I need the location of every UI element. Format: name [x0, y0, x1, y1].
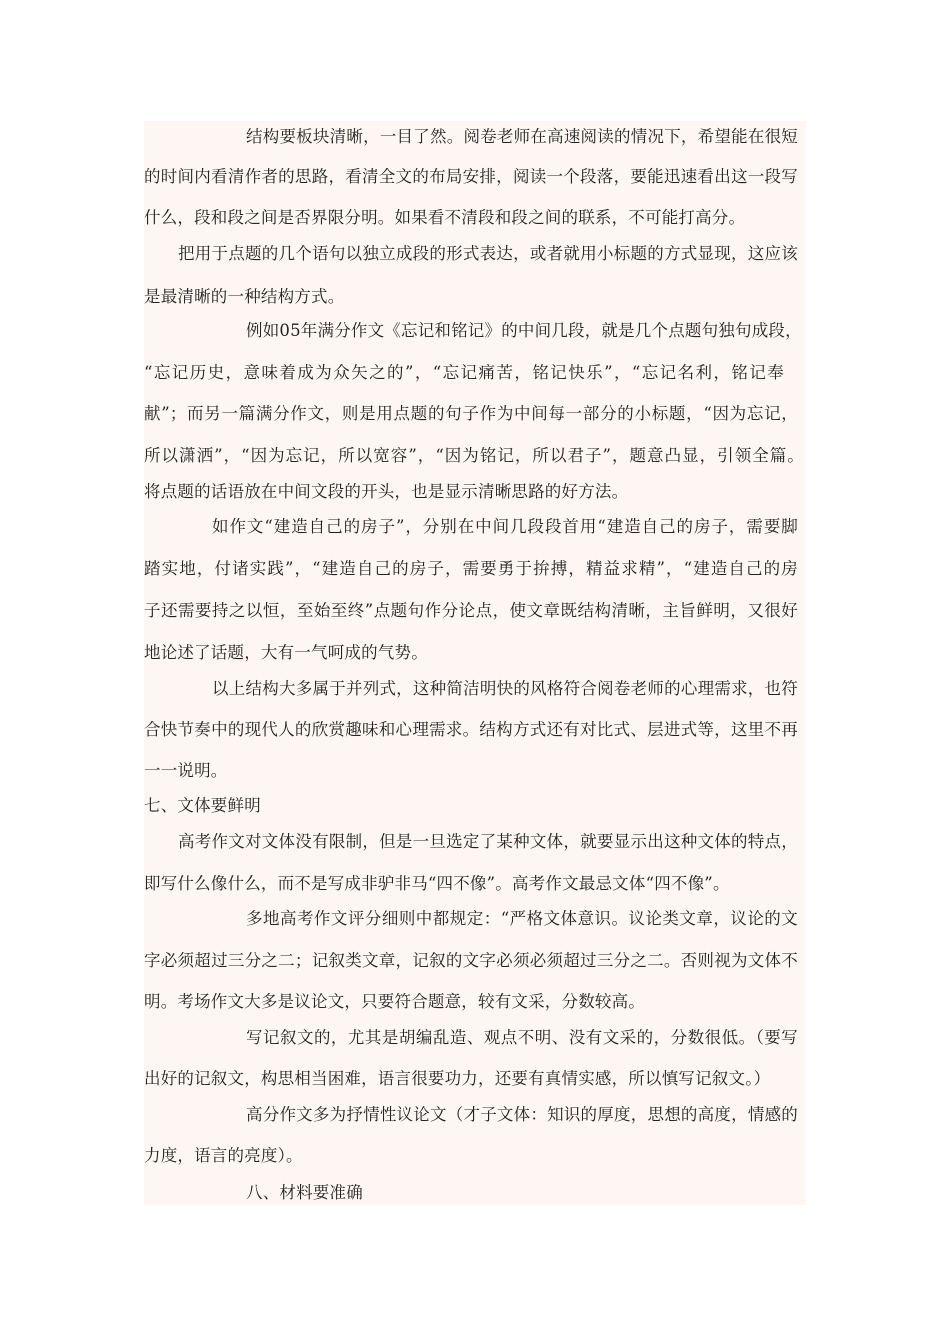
text-line: 字必须超过三分之二；记叙类文章，记叙的文字必须必须超过三分之二。否则视为文体不: [144, 951, 798, 970]
text-line: 即写什么像什么，而不是写成非驴非马“四不像”。高考作文最忌文体“四不像”。: [144, 874, 730, 893]
text-line: 是最清晰的一种结构方式。: [144, 287, 345, 306]
text-line: 以上结构大多属于并列式，这种简洁明快的风格符合阅卷老师的心理需求，也符: [212, 679, 798, 698]
text-line: 踏实地，付诸实践”，“建造自己的房子，需要勇于拚搏，精益求精”，“建造自己的房: [144, 559, 798, 578]
section-heading: 八、材料要准确: [246, 1183, 363, 1202]
text-line: 明。考场作文大多是议论文，只要符合题意，较有文采，分数较高。: [144, 992, 645, 1011]
text-line: 写记叙文的，尤其是胡编乱造、观点不明、没有文采的，分数很低。（要写: [246, 1028, 798, 1047]
section-heading: 七、文体要鲜明: [144, 796, 261, 815]
text-line: “忘记历史，意味着成为众矢之的”，“忘记痛苦，铭记快乐”，“忘记名利，铭记奉: [144, 363, 784, 382]
text-line: 多地高考作文评分细则中都规定：“严格文体意识。议论类文章，议论的文: [246, 909, 798, 928]
text-line: 献”；而另一篇满分作文，则是用点题的句子作为中间每一部分的小标题，“因为忘记，: [144, 404, 798, 423]
text-line: 结构要板块清晰，一目了然。阅卷老师在高速阅读的情况下，希望能在很短: [246, 127, 798, 146]
text-line: 高分作文多为抒情性议论文（才子文体：知识的厚度，思想的高度，情感的: [246, 1105, 798, 1124]
text-line: 所以潇洒”，“因为忘记，所以宽容”，“因为铭记，所以君子”，题意凸显，引领全篇。: [144, 446, 804, 465]
text-line: 子还需要持之以恒，至始至终”点题句作分论点，使文章既结构清晰，主旨鲜明，又很好: [144, 601, 798, 620]
text-line: 合快节奏中的现代人的欣赏趣味和心理需求。结构方式还有对比式、层进式等，这里不再: [144, 720, 798, 739]
text-line: 将点题的话语放在中间文段的开头，也是显示清晰思路的好方法。: [144, 482, 629, 501]
text-line: 的时间内看清作者的思路，看清全文的布局安排，阅读一个段落，要能迅速看出这一段写: [144, 167, 798, 186]
text-line: 力度，语言的亮度）。: [144, 1146, 303, 1165]
text-line: 出好的记叙文，构思相当困难，语言很要功力，还要有真情实感，所以慎写记叙文。）: [144, 1069, 771, 1088]
text-line: 地论述了话题，大有一气呵成的气势。: [144, 643, 428, 662]
text-line: 把用于点题的几个语句以独立成段的形式表达，或者就用小标题的方式显现，这应该: [178, 244, 798, 263]
text-line: 高考作文对文体没有限制，但是一旦选定了某种文体，就要显示出这种文体的特点，: [178, 832, 798, 851]
text-line: 如作文“建造自己的房子”，分别在中间几段段首用“建造自己的房子，需要脚: [212, 517, 798, 536]
text-line: 例如05年满分作文《忘记和铭记》的中间几段，就是几个点题句独句成段，: [246, 321, 802, 340]
text-line: 什么，段和段之间是否界限分明。如果看不清段和段之间的联系，不可能打高分。: [144, 208, 746, 227]
text-line: 一一说明。: [144, 761, 228, 780]
